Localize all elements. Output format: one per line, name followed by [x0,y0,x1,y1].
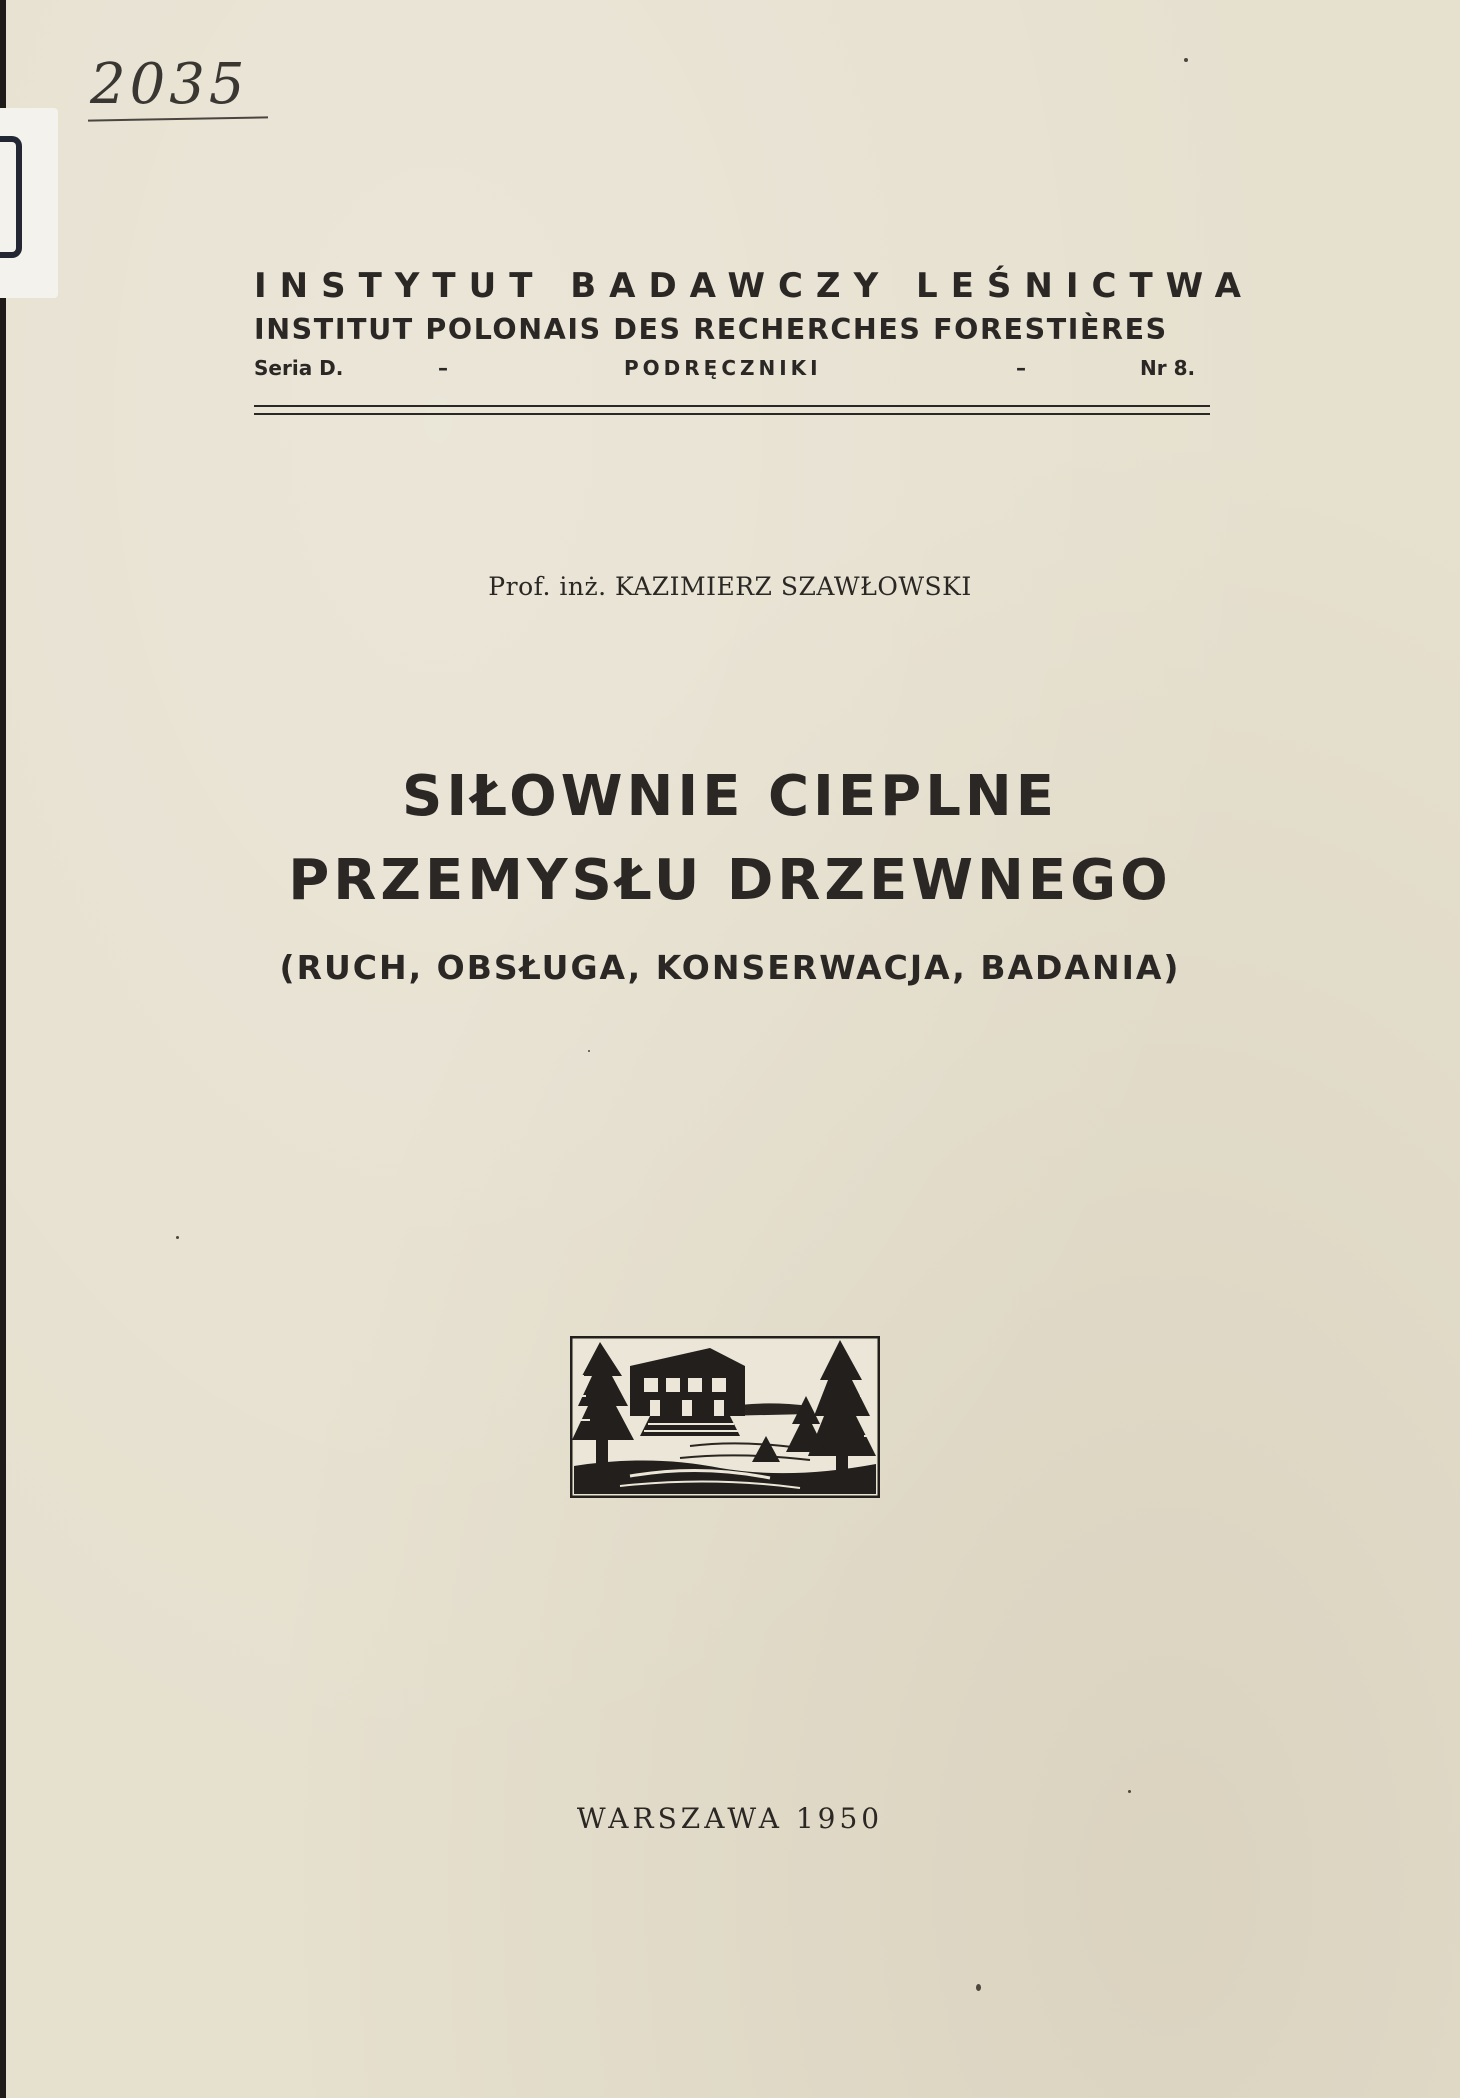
institute-name-polish: INSTYTUT BADAWCZY LEŚNICTWA [254,266,1254,306]
author-name: Prof. inż. KAZIMIERZ SZAWŁOWSKI [488,572,972,601]
paper-speck [1128,1790,1131,1793]
imprint-place-year: WARSZAWA 1950 [576,1802,884,1835]
series-line [254,352,1212,386]
paper-speck [976,1984,981,1991]
header-rule-bottom [254,413,1210,415]
cover-left-edge [0,0,6,2098]
series-number: Nr 8. [1140,356,1196,380]
paper-speck [176,1236,179,1239]
paper-speck [588,1050,590,1052]
title-subtitle: (RUCH, OBSŁUGA, KONSERWACJA, BADANIA) [279,948,1181,987]
title-line-1: SIŁOWNIE CIEPLNE [402,764,1058,829]
institute-name-french: INSTITUT POLONAIS DES RECHERCHES FORESTIÈRES [254,313,1168,346]
inventory-underline [88,116,268,121]
inventory-number: 2035 [90,52,249,117]
series-collection: PODRĘCZNIKI [624,356,822,380]
publisher-header [254,266,1254,386]
title-line-2: PRZEMYSŁU DRZEWNEGO [288,848,1172,913]
header-rule-top [254,405,1210,407]
binding-clip-icon [0,136,22,258]
series-label: Seria D. [254,356,344,380]
paper-speck [1184,58,1188,62]
library-label-tab [0,108,58,298]
series-dash-left: – [438,356,448,380]
series-dash-right: – [1016,356,1026,380]
forest-house-woodcut-icon [570,1336,880,1498]
